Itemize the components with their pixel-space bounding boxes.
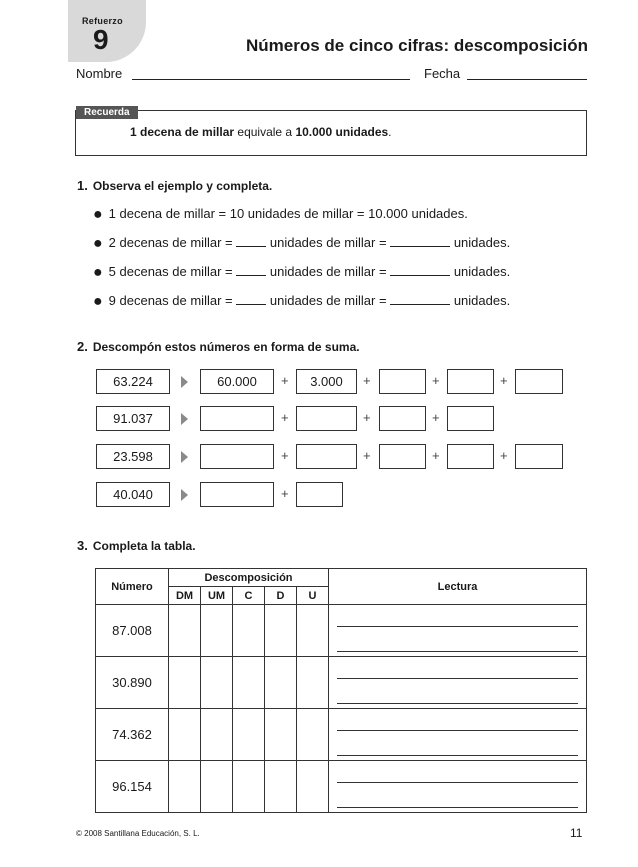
row-start: 2 decenas de millar =: [108, 235, 233, 250]
exercise-3-instruction: Completa la tabla.: [92, 539, 196, 553]
row-start: 5 decenas de millar =: [108, 264, 233, 279]
cell-dm[interactable]: [169, 605, 201, 657]
page-number: 11: [570, 826, 583, 840]
plus-sign: +: [432, 373, 440, 388]
row-number: 87.008: [96, 605, 169, 657]
blank-field[interactable]: [236, 294, 266, 305]
cell-um[interactable]: [201, 709, 233, 761]
answer-box[interactable]: [296, 444, 357, 469]
arrow-right-icon: [181, 489, 188, 501]
cell-c[interactable]: [233, 761, 265, 813]
answer-box[interactable]: 60.000: [200, 369, 274, 394]
number-box: 23.598: [96, 444, 170, 469]
blank-field[interactable]: [236, 265, 266, 276]
example-text: 1 decena de millar = 10 unidades de millar = 10.000 unidades.: [108, 206, 468, 221]
exercise-1-row: [93, 264, 510, 282]
cell-lectura[interactable]: [329, 657, 587, 709]
name-field[interactable]: [132, 79, 410, 80]
cell-dm[interactable]: [169, 761, 201, 813]
plus-sign: +: [281, 373, 289, 388]
decomposition-table: [95, 568, 587, 813]
row-start: 9 decenas de millar =: [108, 293, 233, 308]
answer-box[interactable]: [296, 406, 357, 431]
plus-sign: +: [500, 373, 508, 388]
header-numero: Número: [96, 569, 169, 605]
arrow-right-icon: [181, 376, 188, 388]
copyright: © 2008 Santillana Educación, S. L.: [76, 829, 200, 838]
exercise-2-instruction: Descompón estos números en forma de suma.: [92, 340, 360, 354]
bullet-icon: ●: [93, 235, 103, 252]
cell-u[interactable]: [297, 657, 329, 709]
plus-sign: +: [281, 448, 289, 463]
cell-u[interactable]: [297, 709, 329, 761]
answer-box[interactable]: [447, 444, 494, 469]
page-title: Números de cinco cifras: descomposición: [246, 36, 588, 55]
cell-c[interactable]: [233, 605, 265, 657]
bullet-icon: ●: [93, 264, 103, 281]
recuerda-text: [130, 125, 392, 139]
answer-box[interactable]: [447, 406, 494, 431]
number-box: 63.224: [96, 369, 170, 394]
cell-lectura[interactable]: [329, 761, 587, 813]
exercise-1-title: [77, 178, 272, 193]
cell-u[interactable]: [297, 761, 329, 813]
bullet-icon: ●: [93, 206, 103, 223]
plus-sign: +: [281, 486, 289, 501]
cell-d[interactable]: [265, 605, 297, 657]
cell-um[interactable]: [201, 761, 233, 813]
row-end: unidades.: [453, 264, 511, 279]
header-um: UM: [201, 587, 233, 605]
plus-sign: +: [432, 448, 440, 463]
arrow-right-icon: [181, 413, 188, 425]
cell-d[interactable]: [265, 657, 297, 709]
blank-field[interactable]: [390, 265, 450, 276]
cell-d[interactable]: [265, 761, 297, 813]
row-mid: unidades de millar =: [269, 293, 387, 308]
exercise-1-row: [93, 293, 510, 311]
answer-box[interactable]: [515, 369, 563, 394]
cell-dm[interactable]: [169, 657, 201, 709]
name-label: Nombre: [76, 66, 123, 81]
plus-sign: +: [363, 373, 371, 388]
cell-lectura[interactable]: [329, 605, 587, 657]
row-mid: unidades de millar =: [269, 235, 387, 250]
cell-dm[interactable]: [169, 709, 201, 761]
row-end: unidades.: [453, 235, 511, 250]
answer-box[interactable]: [447, 369, 494, 394]
recuerda-bold-1: 1 decena de millar: [130, 125, 235, 139]
exercise-1-row: [93, 235, 510, 253]
cell-c[interactable]: [233, 709, 265, 761]
cell-lectura[interactable]: [329, 709, 587, 761]
answer-box[interactable]: 3.000: [296, 369, 357, 394]
cell-u[interactable]: [297, 605, 329, 657]
header-descomposicion: Descomposición: [169, 569, 329, 587]
plus-sign: +: [500, 448, 508, 463]
row-number: 30.890: [96, 657, 169, 709]
header-lectura: Lectura: [329, 569, 587, 605]
answer-box[interactable]: [379, 444, 426, 469]
cell-c[interactable]: [233, 657, 265, 709]
cell-um[interactable]: [201, 605, 233, 657]
tab-label: Refuerzo: [82, 16, 123, 26]
header-d: D: [265, 587, 297, 605]
recuerda-bold-2: 10.000 unidades: [295, 125, 389, 139]
number-box: 91.037: [96, 406, 170, 431]
blank-field[interactable]: [390, 294, 450, 305]
recuerda-text-2: .: [388, 125, 392, 139]
blank-field[interactable]: [390, 236, 450, 247]
table-row: [96, 605, 587, 657]
answer-box[interactable]: [379, 406, 426, 431]
cell-d[interactable]: [265, 709, 297, 761]
exercise-3-title: [77, 538, 196, 553]
answer-box[interactable]: [200, 482, 274, 507]
plus-sign: +: [363, 410, 371, 425]
exercise-2-number: 2.: [77, 339, 88, 354]
bullet-icon: ●: [93, 293, 103, 310]
answer-box[interactable]: [200, 406, 274, 431]
exercise-1-number: 1.: [77, 178, 88, 193]
header-u: U: [297, 587, 329, 605]
row-mid: unidades de millar =: [269, 264, 387, 279]
table-row: [96, 761, 587, 813]
plus-sign: +: [432, 410, 440, 425]
arrow-right-icon: [181, 451, 188, 463]
header-dm: DM: [169, 587, 201, 605]
blank-field[interactable]: [236, 236, 266, 247]
answer-box[interactable]: [296, 482, 343, 507]
plus-sign: +: [281, 410, 289, 425]
table-row: [96, 709, 587, 761]
recuerda-text-1: equivale a: [234, 125, 296, 139]
header-c: C: [233, 587, 265, 605]
exercise-2-title: [77, 339, 360, 354]
date-label: Fecha: [424, 66, 461, 81]
tab-number: 9: [93, 24, 109, 55]
answer-box[interactable]: [200, 444, 274, 469]
plus-sign: +: [363, 448, 371, 463]
table-row: [96, 657, 587, 709]
exercise-1-instruction: Observa el ejemplo y completa.: [92, 179, 273, 193]
row-number: 74.362: [96, 709, 169, 761]
date-field[interactable]: [467, 79, 587, 80]
exercise-1-example: [93, 206, 468, 224]
exercise-3-number: 3.: [77, 538, 88, 553]
answer-box[interactable]: [379, 369, 426, 394]
cell-um[interactable]: [201, 657, 233, 709]
row-end: unidades.: [453, 293, 511, 308]
row-number: 96.154: [96, 761, 169, 813]
answer-box[interactable]: [515, 444, 563, 469]
recuerda-tag: Recuerda: [76, 106, 138, 119]
number-box: 40.040: [96, 482, 170, 507]
